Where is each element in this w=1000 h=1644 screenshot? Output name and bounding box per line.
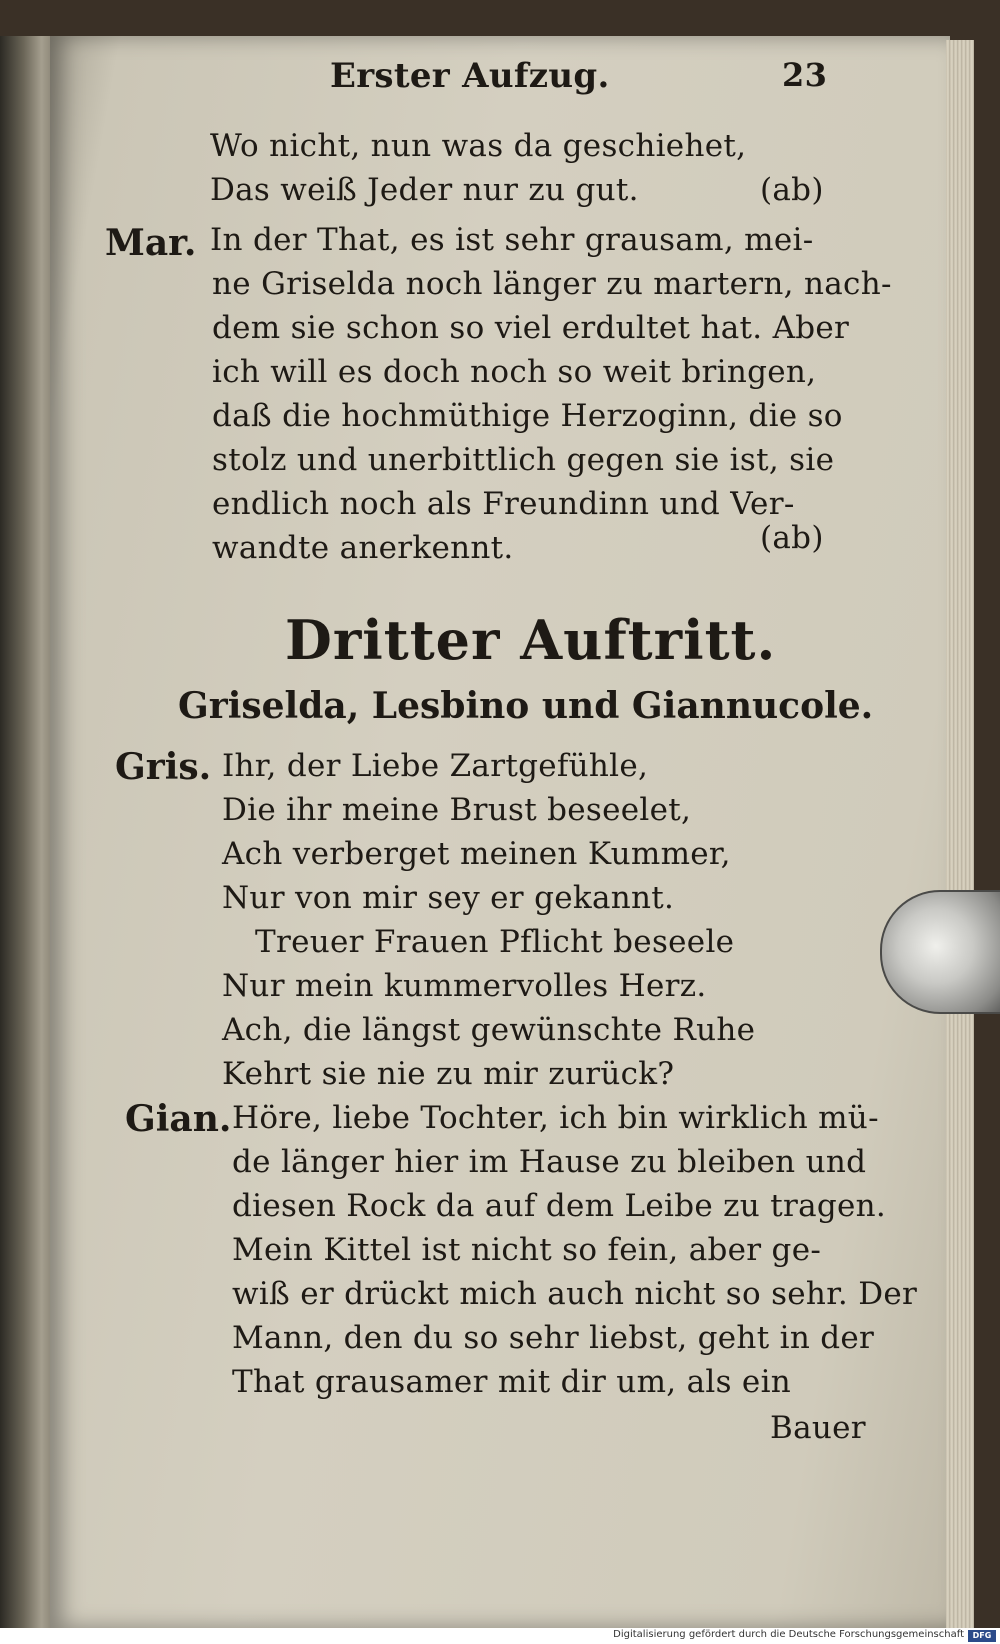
dfg-logo: DFG <box>968 1630 996 1642</box>
prose-line: daß die hochmüthige Herzoginn, die so <box>212 398 843 434</box>
prose-line: ne Griselda noch länger zu martern, nach- <box>212 266 892 302</box>
verse-line: Wo nicht, nun was da geschiehet, <box>210 128 747 164</box>
verse-line: Nur von mir sey er gekannt. <box>222 880 675 916</box>
speaker-label: Mar. <box>105 222 197 264</box>
verse-line: Ach verberget meinen Kummer, <box>222 836 731 872</box>
verse-line: Die ihr meine Brust beseelet, <box>222 792 692 828</box>
page-edge <box>946 40 974 1628</box>
prose-line: de länger hier im Hause zu bleiben und <box>232 1144 867 1180</box>
catchword: Bauer <box>770 1410 866 1446</box>
stage-direction: (ab) <box>760 172 824 208</box>
verse-line: Kehrt sie nie zu mir zurück? <box>222 1056 675 1092</box>
funding-note: Digitalisierung gefördert durch die Deutsche Forschungsgemeinschaft <box>613 1629 964 1640</box>
prose-line: Höre, liebe Tochter, ich bin wirklich mü- <box>232 1100 879 1136</box>
prose-line: That grausamer mit dir um, als ein <box>232 1364 792 1400</box>
verse-line: Nur mein kummervolles Herz. <box>222 968 707 1004</box>
prose-line: In der That, es ist sehr grausam, mei- <box>210 222 814 258</box>
speaker-label: Gris. <box>115 746 212 788</box>
prose-line: Mein Kittel ist nicht so fein, aber ge- <box>232 1232 822 1268</box>
prose-line: diesen Rock da auf dem Leibe zu tragen. <box>232 1188 887 1224</box>
running-header: Erster Aufzug. <box>330 56 610 96</box>
prose-line: wiß er drückt mich auch nicht so sehr. Der <box>232 1276 918 1312</box>
prose-line: stolz und unerbittlich gegen sie ist, sie <box>212 442 835 478</box>
left-page-edge <box>0 36 52 1628</box>
verse-line: Ach, die längst gewünschte Ruhe <box>222 1012 756 1048</box>
scene-title: Dritter Auftritt. <box>285 608 777 672</box>
prose-line: endlich noch als Freundinn und Ver- <box>212 486 795 522</box>
prose-line: wandte anerkennt. <box>212 530 514 566</box>
verse-line: Das weiß Jeder nur zu gut. <box>210 172 639 208</box>
prose-line: Mann, den du so sehr liebst, geht in der <box>232 1320 875 1356</box>
prose-line: dem sie schon so viel erdultet hat. Aber <box>212 310 850 346</box>
verse-line: Ihr, der Liebe Zartgefühle, <box>222 748 649 784</box>
scene-characters: Griselda, Lesbino und Giannucole. <box>178 685 874 727</box>
page-number: 23 <box>782 56 828 94</box>
stage-direction: (ab) <box>760 520 824 556</box>
page-clip <box>880 890 1000 1014</box>
speaker-label: Gian. <box>125 1098 232 1140</box>
verse-line: Treuer Frauen Pflicht beseele <box>255 924 735 960</box>
prose-line: ich will es doch noch so weit bringen, <box>212 354 817 390</box>
